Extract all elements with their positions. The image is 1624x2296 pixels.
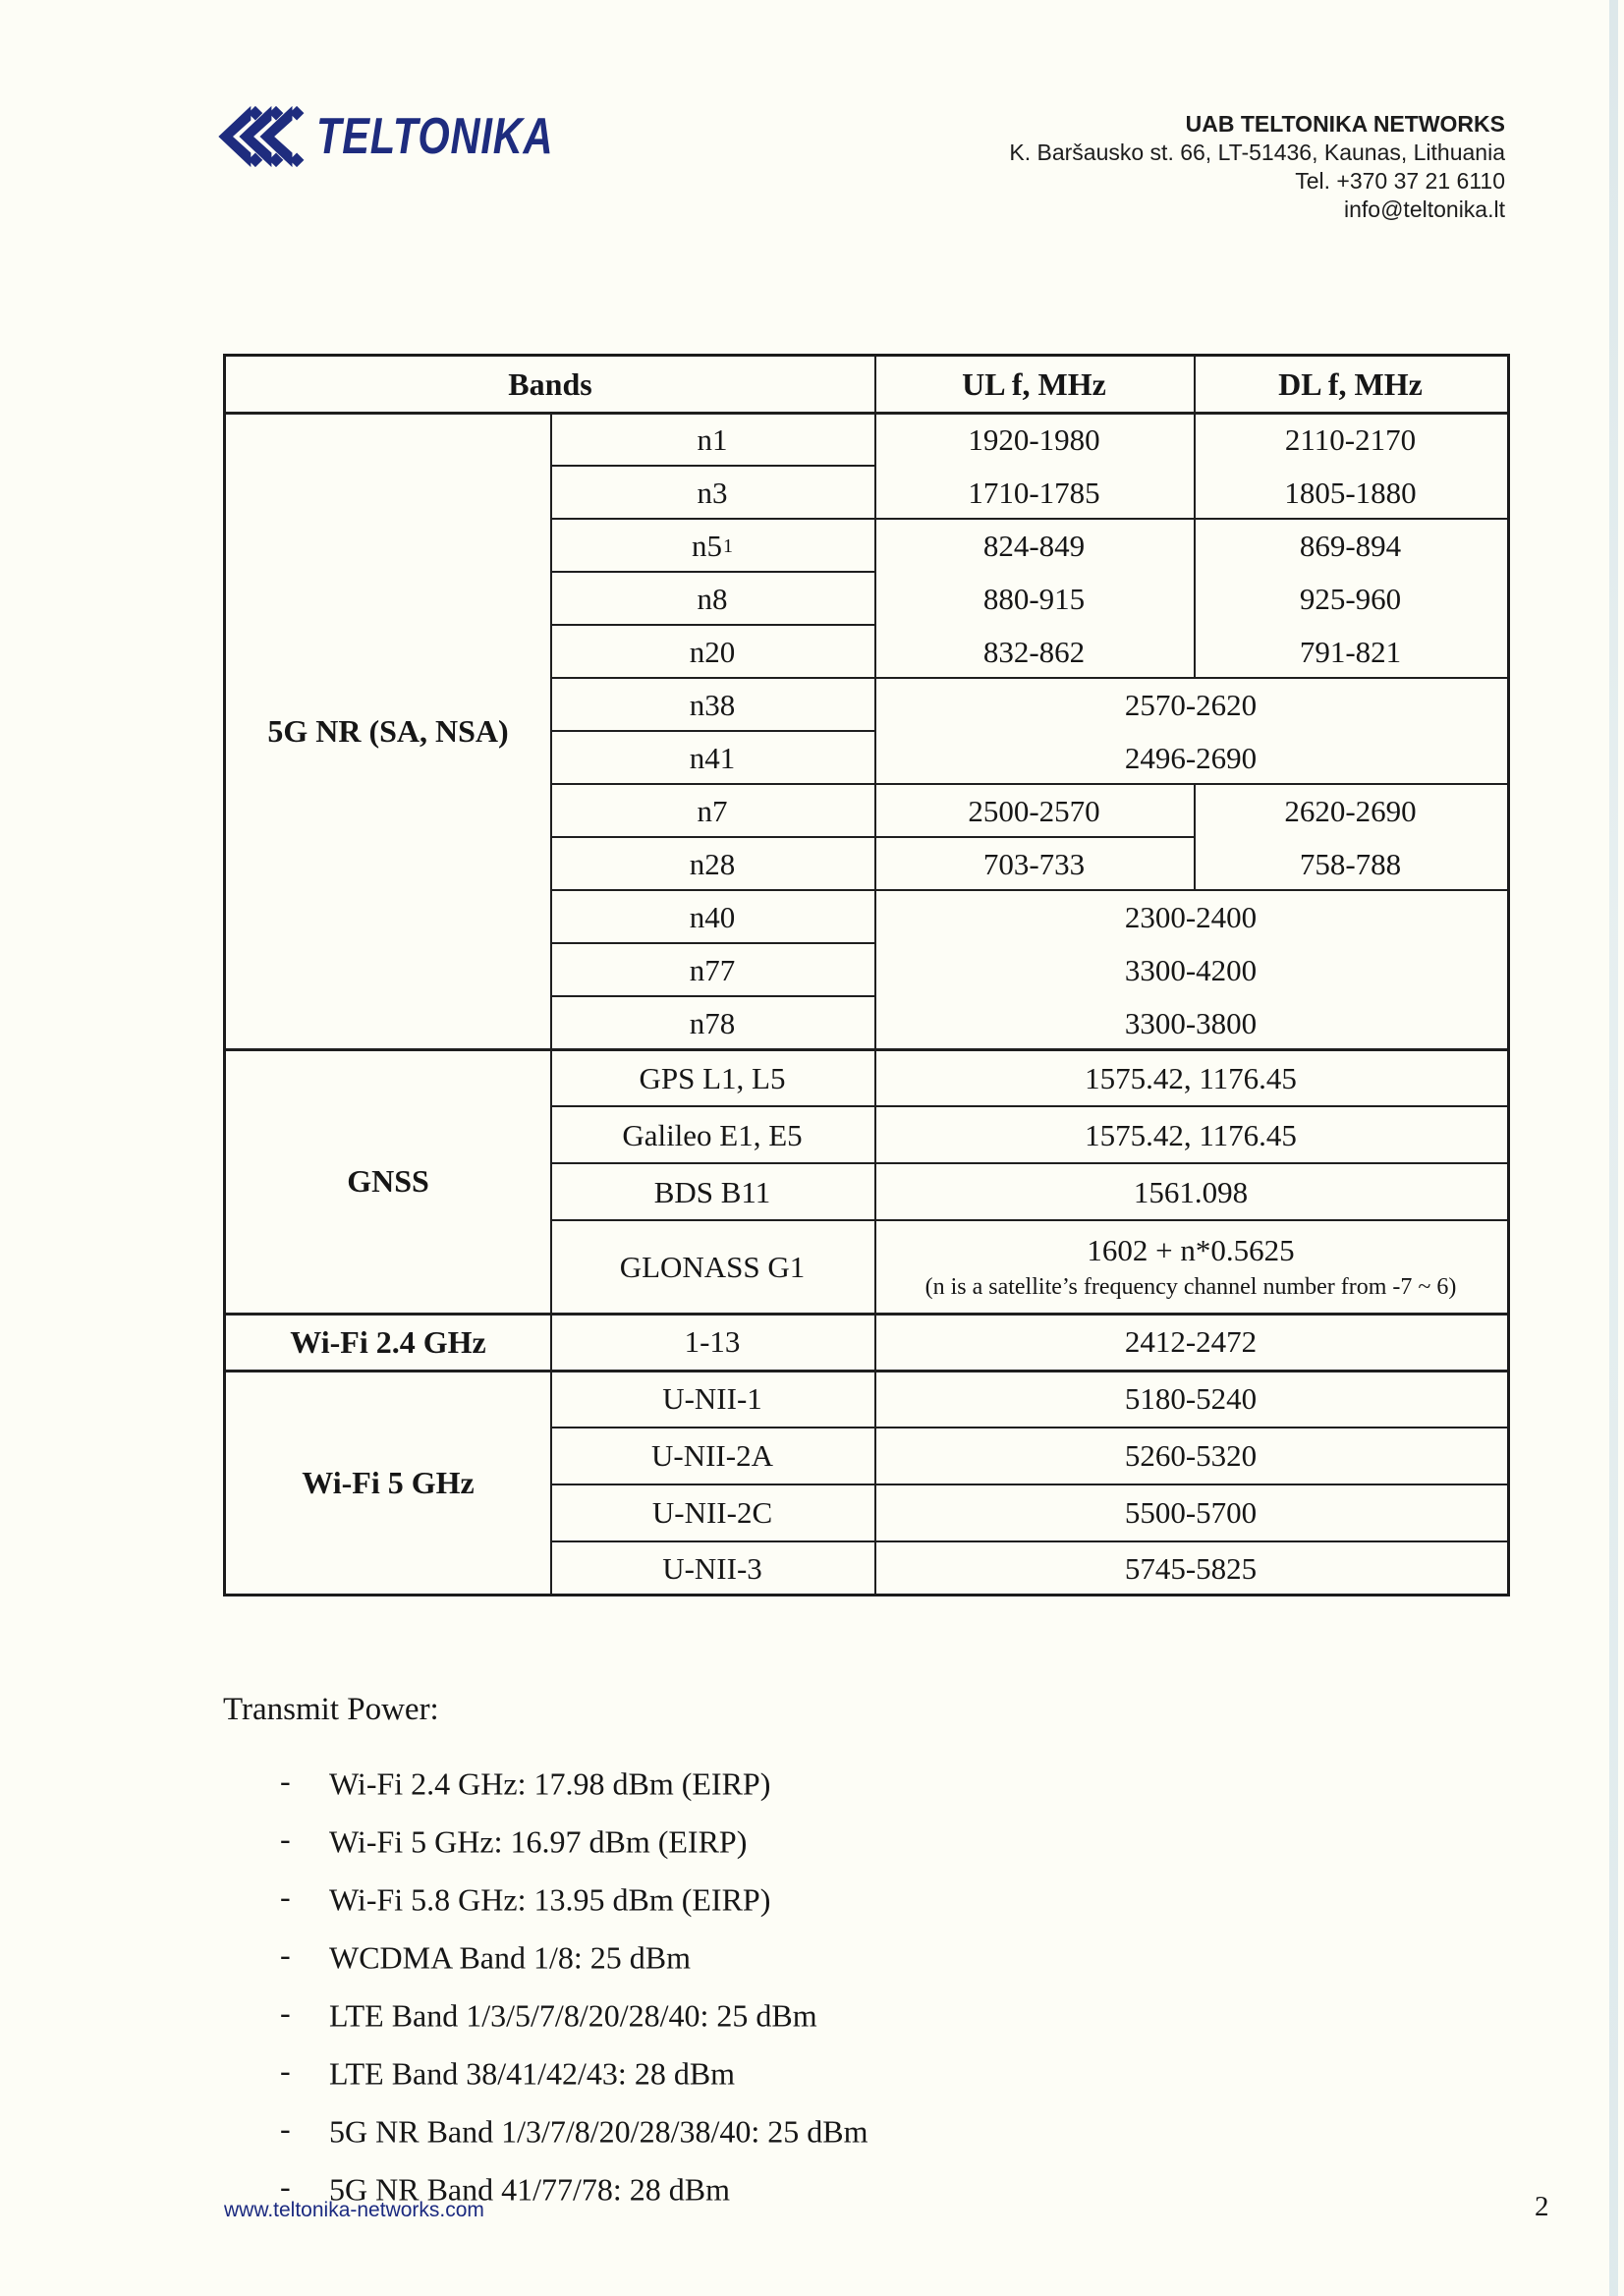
dl-cell-n3: 1805-1880: [1284, 476, 1417, 511]
divider: [550, 677, 1507, 679]
value-cell-n78: 3300-3800: [1124, 1006, 1258, 1041]
band-cell-unii3: U-NII-3: [662, 1551, 762, 1587]
dl-cell-n7: 2620-2690: [1284, 794, 1417, 829]
bullet-dash: -: [280, 2110, 291, 2147]
dl-cell-n1: 2110-2170: [1284, 422, 1417, 458]
transmit-power-section: [223, 1692, 1186, 2207]
band-cell-n78: n78: [689, 1006, 736, 1041]
company-contact-block: [1009, 110, 1505, 224]
divider: [550, 518, 1507, 520]
divider: [226, 412, 1507, 415]
divider: [226, 1370, 1507, 1372]
value-cell-n77: 3300-4200: [1124, 953, 1258, 988]
ul-cell-n28: 703-733: [982, 847, 1086, 882]
value-cell-glonass: [874, 1221, 1507, 1313]
divider: [226, 1313, 1507, 1316]
value-cell-galileo: 1575.42, 1176.45: [1085, 1118, 1297, 1153]
transmit-power-item: [223, 2102, 1186, 2160]
transmit-power-item: [223, 2044, 1186, 2102]
bullet-dash: -: [280, 1820, 291, 1857]
transmit-power-item-text: 5G NR Band 1/3/7/8/20/28/38/40: 25 dBm: [329, 2113, 868, 2149]
bullet-dash: -: [280, 1994, 291, 2031]
value-cell-unii2c: 5500-5700: [1124, 1495, 1258, 1531]
divider: [550, 1540, 1507, 1542]
teltonika-chevrons-icon: [218, 104, 312, 169]
band-cell-n1: n1: [697, 422, 728, 458]
band-cell-n7: n7: [697, 794, 728, 829]
value-cell-n40: 2300-2400: [1124, 900, 1258, 935]
divider: [550, 783, 1507, 785]
divider: [550, 942, 874, 944]
value-cell-n38: 2570-2620: [1124, 688, 1258, 723]
divider: [1194, 783, 1196, 891]
value-cell-bds: 1561.098: [1133, 1175, 1249, 1210]
company-email: info@teltonika.lt: [1344, 196, 1505, 222]
glonass-note: (n is a satellite’s frequency channel number from -7 ~ 6): [924, 1273, 1457, 1300]
transmit-power-title: Transmit Power:: [223, 1692, 439, 1727]
divider: [550, 624, 874, 626]
band-cell-unii2a: U-NII-2A: [651, 1438, 773, 1474]
logo-text: TELTONIKA: [316, 108, 554, 165]
divider: [550, 1162, 1507, 1164]
divider: [550, 1105, 1507, 1107]
bullet-dash: -: [280, 1878, 291, 1915]
value-cell-gps: 1575.42, 1176.45: [1085, 1061, 1297, 1096]
band-n5-label: n5: [692, 529, 722, 564]
company-logo: [218, 104, 613, 169]
transmit-power-item-text: WCDMA Band 1/8: 25 dBm: [329, 1939, 692, 1975]
page-number: 2: [1535, 2191, 1549, 2222]
glonass-formula: 1602 + n*0.5625: [1087, 1232, 1295, 1267]
divider: [550, 730, 874, 732]
company-address: K. Baršausko st. 66, LT-51436, Kaunas, Lithuania: [1009, 140, 1505, 165]
transmit-power-item-text: LTE Band 38/41/42/43: 28 dBm: [329, 2055, 736, 2091]
divider: [550, 1427, 1507, 1428]
transmit-power-item-text: Wi-Fi 5.8 GHz: 13.95 dBm (EIRP): [329, 1881, 771, 1917]
band-cell-n77: n77: [689, 953, 736, 988]
divider: [550, 412, 552, 1594]
divider: [550, 995, 874, 997]
divider: [550, 1219, 1507, 1221]
transmit-power-item: [223, 1871, 1186, 1929]
ul-cell-n1: 1920-1980: [968, 422, 1100, 458]
band-cell-unii2c: U-NII-2C: [651, 1495, 773, 1531]
transmit-power-item-text: Wi-Fi 2.4 GHz: 17.98 dBm (EIRP): [329, 1765, 771, 1801]
transmit-power-item-text: LTE Band 1/3/5/7/8/20/28/40: 25 dBm: [329, 1997, 817, 2033]
band-cell-n40: n40: [689, 900, 736, 935]
ul-cell-n8: 880-915: [982, 582, 1086, 617]
bullet-dash: -: [280, 1763, 291, 1799]
divider: [226, 1048, 1507, 1051]
band-cell-wifi24-channels: 1-13: [684, 1324, 741, 1360]
ul-cell-n20: 832-862: [982, 635, 1086, 670]
frequency-band-table: [223, 354, 1510, 1596]
band-cell-n8: n8: [697, 582, 728, 617]
transmit-power-item: [223, 1987, 1186, 2044]
bullet-dash: -: [280, 2168, 291, 2205]
band-cell-unii1: U-NII-1: [662, 1381, 762, 1417]
ul-cell-n3: 1710-1785: [968, 476, 1100, 511]
band-cell-gps: GPS L1, L5: [639, 1061, 786, 1096]
col-header-ul: UL f, MHz: [962, 365, 1106, 402]
dl-cell-n5: 869-894: [1299, 529, 1402, 564]
transmit-power-item-text: Wi-Fi 5 GHz: 16.97 dBm (EIRP): [329, 1823, 748, 1859]
divider: [1194, 357, 1196, 679]
divider: [550, 571, 874, 573]
band-cell-n5: n5 1: [692, 529, 733, 564]
dl-cell-n20: 791-821: [1299, 635, 1402, 670]
divider: [550, 836, 1194, 838]
transmit-power-item: [223, 1755, 1186, 1813]
value-cell-n41: 2496-2690: [1124, 741, 1258, 776]
transmit-power-item: [223, 1813, 1186, 1871]
value-cell-unii3: 5745-5825: [1124, 1551, 1258, 1587]
band-cell-bds: BDS B11: [653, 1175, 771, 1210]
group-gnss: GNSS: [347, 1163, 429, 1200]
value-cell-unii2a: 5260-5320: [1124, 1438, 1258, 1474]
company-phone: Tel. +370 37 21 6110: [1295, 168, 1505, 194]
transmit-power-item-text: 5G NR Band 41/77/78: 28 dBm: [329, 2171, 731, 2207]
website-url: www.teltonika-networks.com: [224, 2199, 484, 2221]
group-wifi-24: Wi-Fi 2.4 GHz: [290, 1323, 486, 1360]
divider: [550, 465, 874, 467]
group-wifi-5: Wi-Fi 5 GHz: [302, 1464, 475, 1500]
band-cell-n20: n20: [689, 635, 736, 670]
band-cell-n28: n28: [689, 847, 736, 882]
divider: [550, 889, 1507, 891]
transmit-power-list: [223, 1755, 1186, 2218]
band-cell-n41: n41: [689, 741, 736, 776]
bullet-dash: -: [280, 1936, 291, 1973]
col-header-dl: DL f, MHz: [1278, 365, 1423, 402]
divider: [550, 1484, 1507, 1485]
band-cell-galileo: Galileo E1, E5: [622, 1118, 803, 1153]
bullet-dash: -: [280, 2052, 291, 2089]
group-5g-nr: 5G NR (SA, NSA): [267, 712, 509, 749]
value-cell-wifi24: 2412-2472: [1124, 1324, 1258, 1360]
ul-cell-n5: 824-849: [982, 529, 1086, 564]
dl-cell-n8: 925-960: [1299, 582, 1402, 617]
band-cell-n38: n38: [689, 688, 736, 723]
ul-cell-n7: 2500-2570: [968, 794, 1100, 829]
dl-cell-n28: 758-788: [1299, 847, 1402, 882]
divider: [874, 357, 876, 1594]
band-cell-glonass: GLONASS G1: [619, 1249, 806, 1284]
value-cell-unii1: 5180-5240: [1124, 1381, 1258, 1417]
company-name: UAB TELTONIKA NETWORKS: [1185, 111, 1505, 137]
band-cell-n3: n3: [697, 476, 728, 511]
scan-edge-artifact: [1609, 0, 1618, 2296]
transmit-power-item: [223, 1929, 1186, 1987]
col-header-bands: Bands: [508, 365, 592, 402]
